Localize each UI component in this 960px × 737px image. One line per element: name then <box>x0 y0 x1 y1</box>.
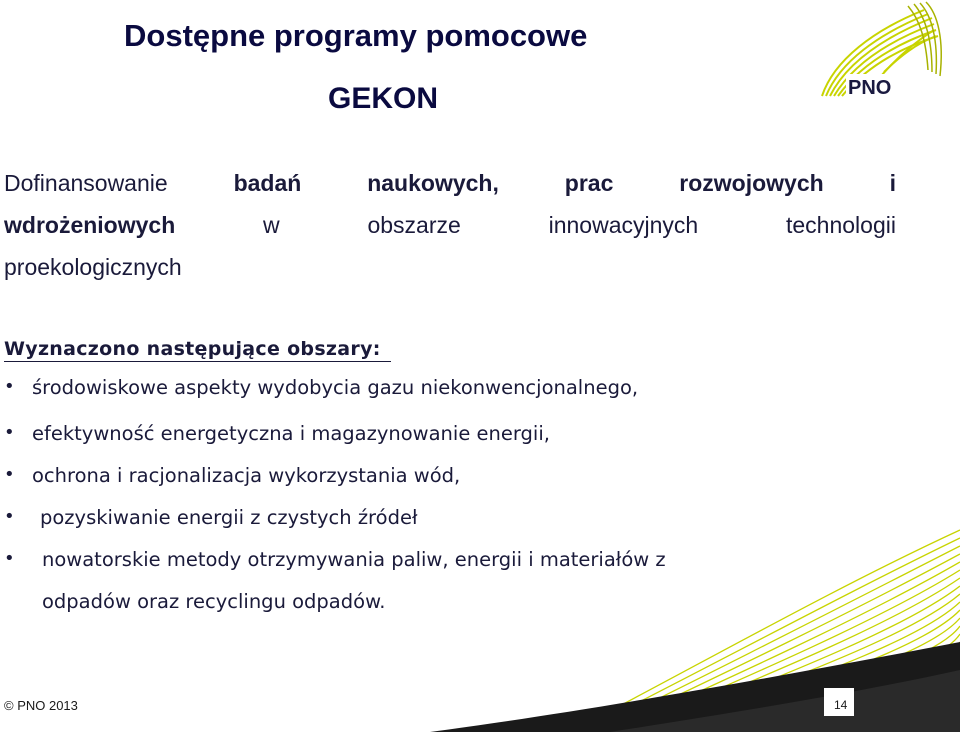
slide-subtitle: GEKON <box>328 82 439 115</box>
intro-word: i <box>889 170 896 196</box>
pno-logo-icon <box>814 0 960 102</box>
page-number: 14 <box>834 698 848 712</box>
slide-title: Dostępne programy pomocowe <box>124 18 588 53</box>
intro-word: Dofinansowanie <box>4 170 168 196</box>
intro-word: innowacyjnych <box>548 212 699 238</box>
bullet-icon: • <box>4 464 15 485</box>
intro-word: badań <box>233 170 302 196</box>
decorative-swoosh-icon <box>430 520 960 732</box>
pno-logo-text: PNO <box>848 77 892 99</box>
footer-copyright: © PNO 2013 <box>4 698 78 713</box>
intro-line-3 <box>4 246 896 288</box>
intro-word: rozwojowych <box>679 170 824 196</box>
intro-word: obszarze <box>367 212 461 238</box>
bullet-icon: • <box>4 506 15 527</box>
intro-word: proekologicznych <box>4 254 182 280</box>
intro-line-1 <box>4 162 896 204</box>
intro-word: prac <box>564 170 614 196</box>
bullet-icon: • <box>4 548 15 569</box>
bullet-icon: • <box>4 422 15 443</box>
intro-word: naukowych, <box>367 170 499 196</box>
areas-heading: Wyznaczono następujące obszary: <box>4 338 391 362</box>
intro-paragraph <box>4 162 896 288</box>
intro-word: technologii <box>785 212 896 238</box>
intro-word: w <box>263 212 280 238</box>
intro-word: wdrożeniowych <box>4 212 176 238</box>
intro-line-2 <box>4 204 896 246</box>
bullet-icon: • <box>4 376 15 397</box>
